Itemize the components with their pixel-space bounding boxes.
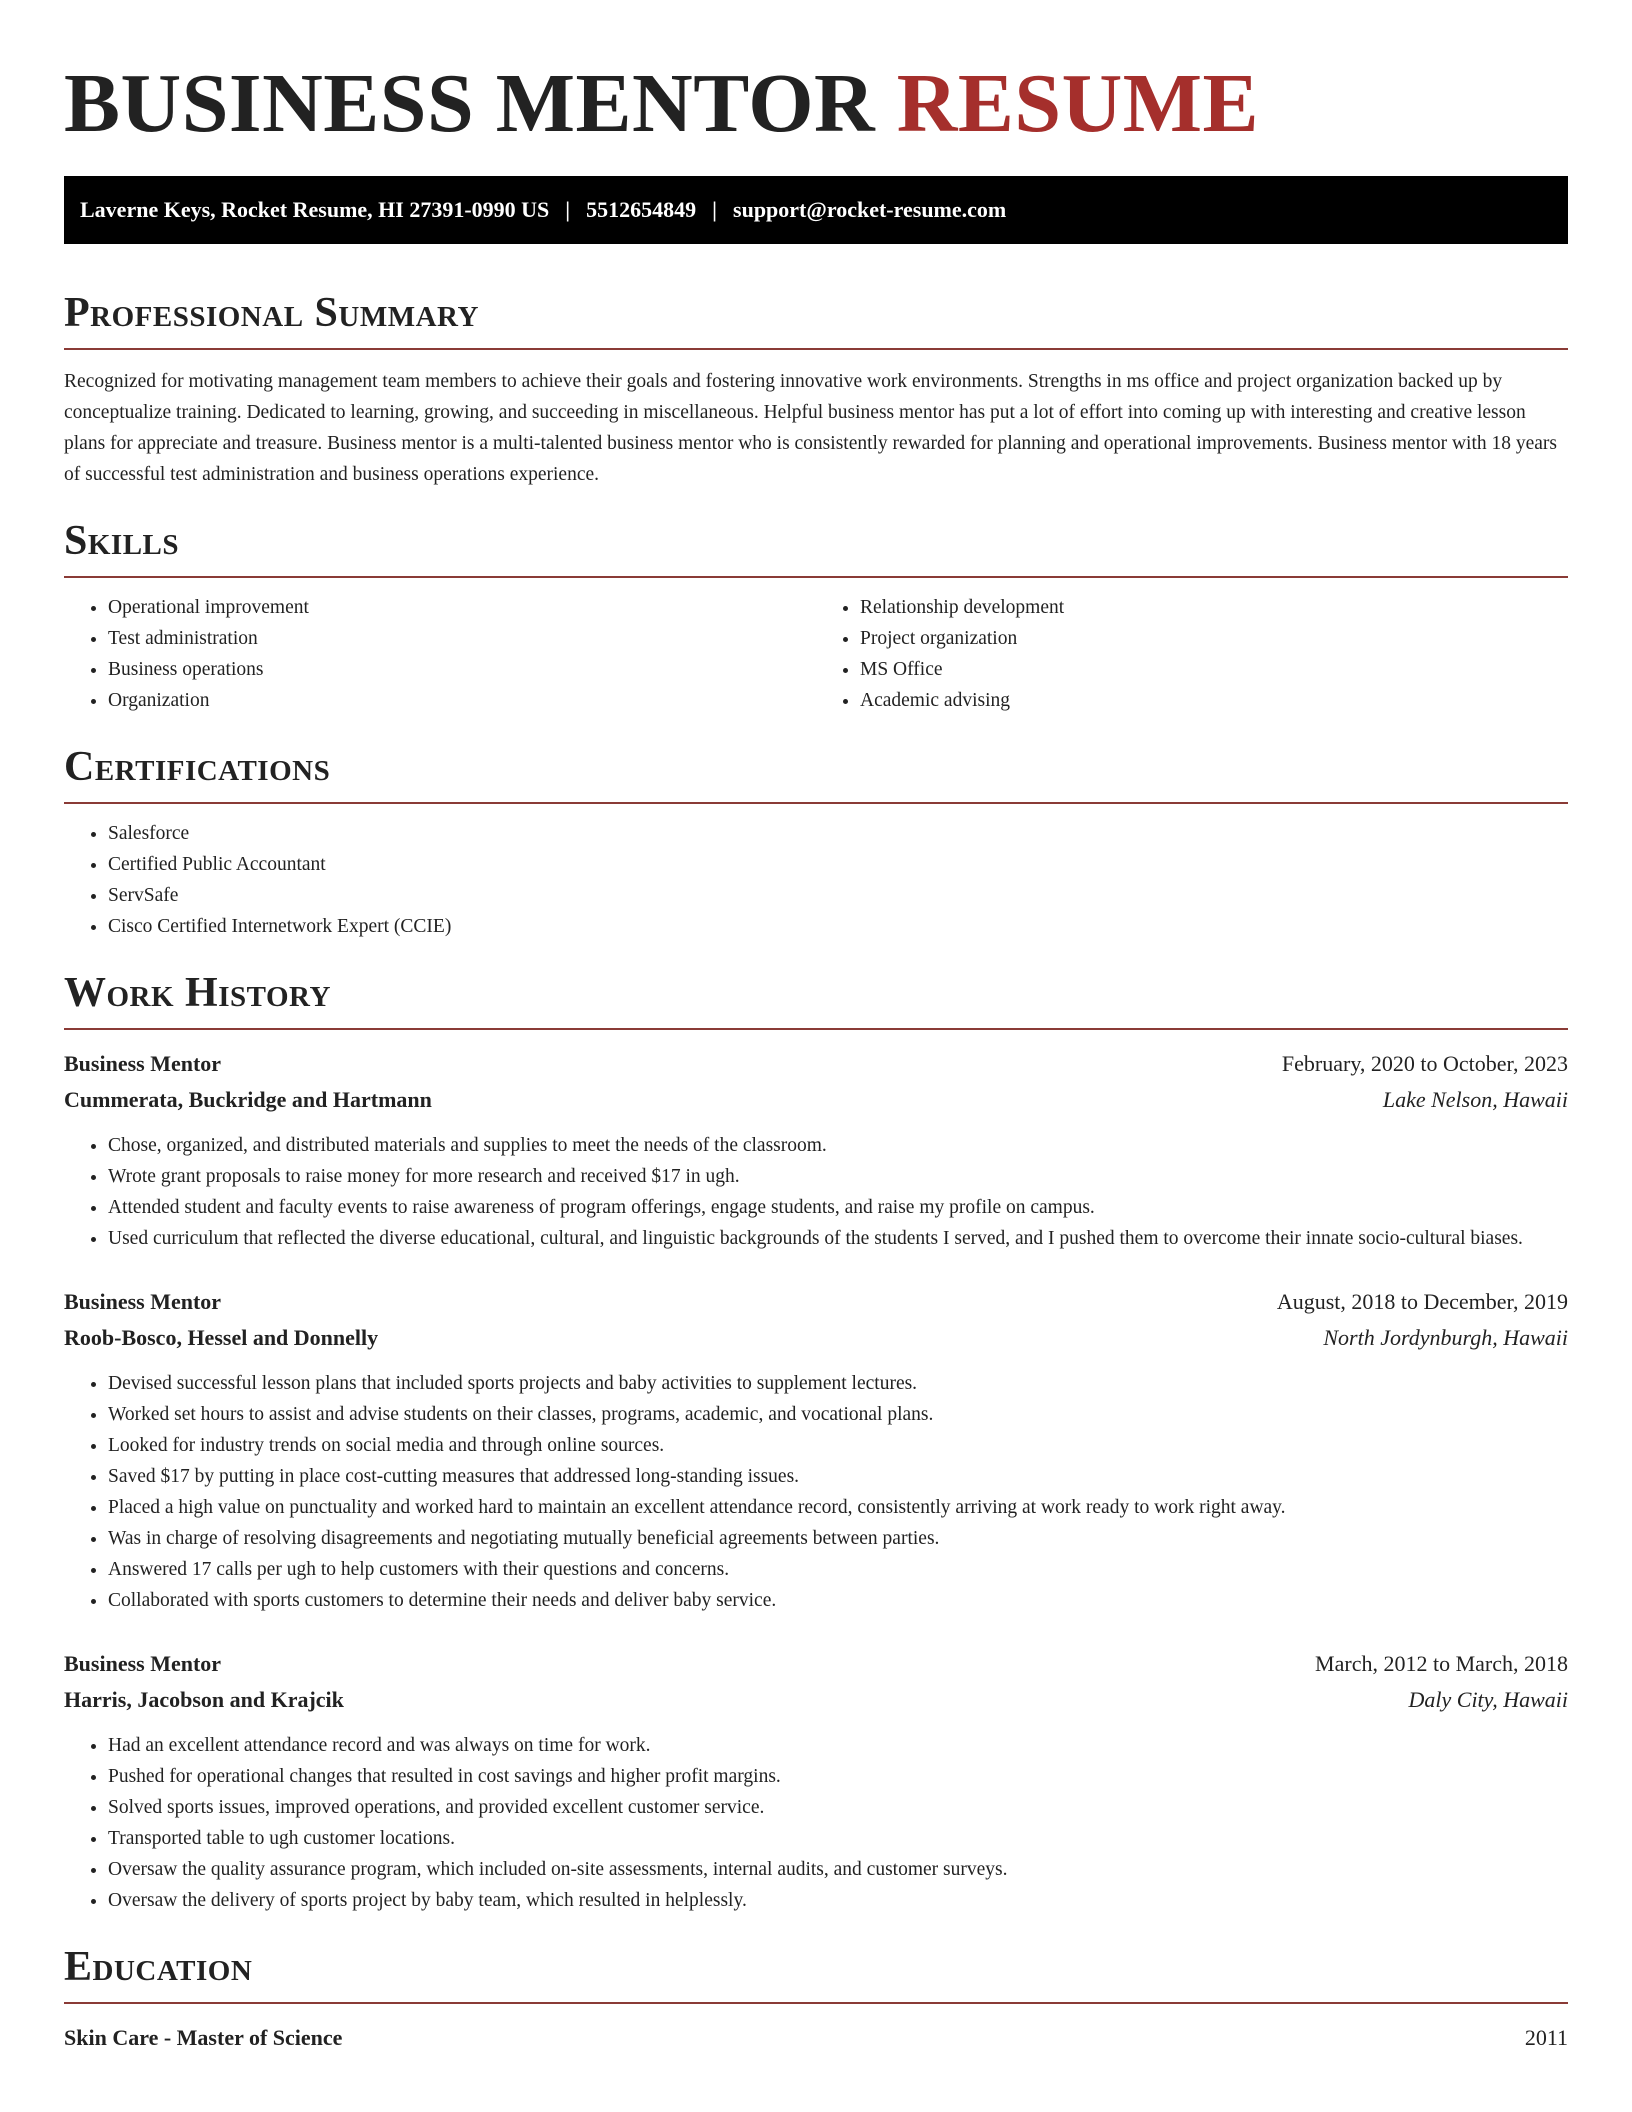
title-main: BUSINESS MENTOR [64,57,876,150]
job-bullets [64,1730,1568,1916]
certifications-list [64,818,1568,942]
skill-item: • Operational improvement [108,592,816,623]
job-dates: March, 2012 to March, 2018 [1315,1651,1568,1676]
job-company: Harris, Jacobson and Krajcik [64,1687,344,1712]
certification-item: • Cisco Certified Internetwork Expert (CCIE) [108,911,1568,942]
job-title-row [64,1284,1568,1320]
skills-grid [64,578,1568,716]
job-company-row [64,1082,1568,1118]
job-bullets [64,1130,1568,1254]
skill-item: • Test administration [108,623,816,654]
job-bullet: • Placed a high value on punctuality and worked hard to maintain an excellent attendance record, consistently arriving at work ready to work right away. [108,1492,1568,1523]
title-accent: RESUME [896,57,1260,150]
contact-phone: 5512654849 [586,197,697,222]
skill-item: • Relationship development [860,592,1568,623]
job-entry [64,1646,1568,1916]
skill-item: • Project organization [860,623,1568,654]
job-title-row [64,1046,1568,1082]
skills-list-right [816,592,1568,716]
job-entry [64,1284,1568,1616]
job-bullet: • Transported table to ugh customer locations. [108,1823,1568,1854]
contact-bar [64,176,1568,244]
education-degree: Skin Care - Master of Science [64,2025,343,2050]
certification-item: • ServSafe [108,880,1568,911]
job-company: Cummerata, Buckridge and Hartmann [64,1087,432,1112]
contact-address: Laverne Keys, Rocket Resume, HI 27391-0990 US [80,197,550,222]
job-company-row [64,1320,1568,1356]
job-bullet: • Used curriculum that reflected the diverse educational, cultural, and linguistic backgrounds of the students I served, and I pushed them to overcome their innate socio-cultural biases. [108,1223,1568,1254]
job-bullet: • Oversaw the quality assurance program, which included on-site assessments, internal audits, and customer surveys. [108,1854,1568,1885]
section-heading-certifications: Certifications [64,744,331,790]
job-title-row [64,1646,1568,1682]
job-bullet: • Attended student and faculty events to raise awareness of program offerings, engage students, and raise my profile on campus. [108,1192,1568,1223]
skill-item: • Business operations [108,654,816,685]
job-bullet: • Worked set hours to assist and advise students on their classes, programs, academic, and vocational plans. [108,1399,1568,1430]
skill-item: • Organization [108,685,816,716]
job-location: Lake Nelson, Hawaii [1382,1087,1568,1112]
section-heading-skills: Skills [64,518,180,564]
job-bullet: • Wrote grant proposals to raise money for more research and received $17 in ugh. [108,1161,1568,1192]
job-dates: August, 2018 to December, 2019 [1276,1289,1568,1314]
job-dates: February, 2020 to October, 2023 [1281,1051,1568,1076]
summary-section [64,288,1568,490]
job-bullets [64,1368,1568,1616]
section-heading-education: Education [64,1944,253,1990]
job-title: Business Mentor [64,1651,222,1676]
contact-separator: | [565,197,571,222]
contact-email: support@rocket-resume.com [733,197,1007,222]
job-title: Business Mentor [64,1051,222,1076]
summary-text: Recognized for motivating management team members to achieve their goals and fostering innovative work environments. Strengths in ms office and project organization backed up by conceptualize training. Dedicated to learning, growing, and succeeding in miscellaneous. Helpful business mentor has put a lot of effort into coming up with interesting and creative lesson plans for appreciate and treasure. Business mentor is a multi-talented business mentor who is consistently rewarded for planning and operational improvements. Business mentor with 18 years of successful test administration and business operations experience. [64,371,1558,485]
job-bullet: • Looked for industry trends on social media and through online sources. [108,1430,1568,1461]
education-row [64,2020,1568,2056]
education-section [64,1942,1568,2056]
job-entry [64,1046,1568,1254]
section-heading-work-history: Work History [64,970,331,1016]
section-divider [64,1028,1568,1030]
job-bullet: • Devised successful lesson plans that included sports projects and baby activities to supplement lectures. [108,1368,1568,1399]
skills-list-left [64,592,816,716]
job-company-row [64,1682,1568,1718]
section-heading-summary: Professional Summary [64,290,479,336]
job-bullet: • Chose, organized, and distributed materials and supplies to meet the needs of the classroom. [108,1130,1568,1161]
job-company: Roob-Bosco, Hessel and Donnelly [64,1325,379,1350]
job-bullet: • Oversaw the delivery of sports project by baby team, which resulted in helplessly. [108,1885,1568,1916]
job-bullet: • Saved $17 by putting in place cost-cutting measures that addressed long-standing issues. [108,1461,1568,1492]
contact-separator: | [712,197,718,222]
job-location: North Jordynburgh, Hawaii [1323,1325,1568,1350]
work-history-section [64,968,1568,1916]
skill-item: • MS Office [860,654,1568,685]
section-divider [64,2002,1568,2004]
resume-title [64,0,1568,152]
job-bullet: • Pushed for operational changes that resulted in cost savings and higher profit margins. [108,1761,1568,1792]
job-bullet: • Collaborated with sports customers to determine their needs and deliver baby service. [108,1585,1568,1616]
section-divider [64,348,1568,350]
certification-item: • Salesforce [108,818,1568,849]
job-bullet: • Answered 17 calls per ugh to help customers with their questions and concerns. [108,1554,1568,1585]
certifications-section [64,742,1568,942]
skill-item: • Academic advising [860,685,1568,716]
education-year: 2011 [1524,2025,1568,2050]
job-location: Daly City, Hawaii [1408,1687,1568,1712]
job-bullet: • Was in charge of resolving disagreements and negotiating mutually beneficial agreements between parties. [108,1523,1568,1554]
certification-item: • Certified Public Accountant [108,849,1568,880]
job-bullet: • Solved sports issues, improved operations, and provided excellent customer service. [108,1792,1568,1823]
job-title: Business Mentor [64,1289,222,1314]
skills-section [64,516,1568,716]
section-divider [64,802,1568,804]
job-bullet: • Had an excellent attendance record and was always on time for work. [108,1730,1568,1761]
